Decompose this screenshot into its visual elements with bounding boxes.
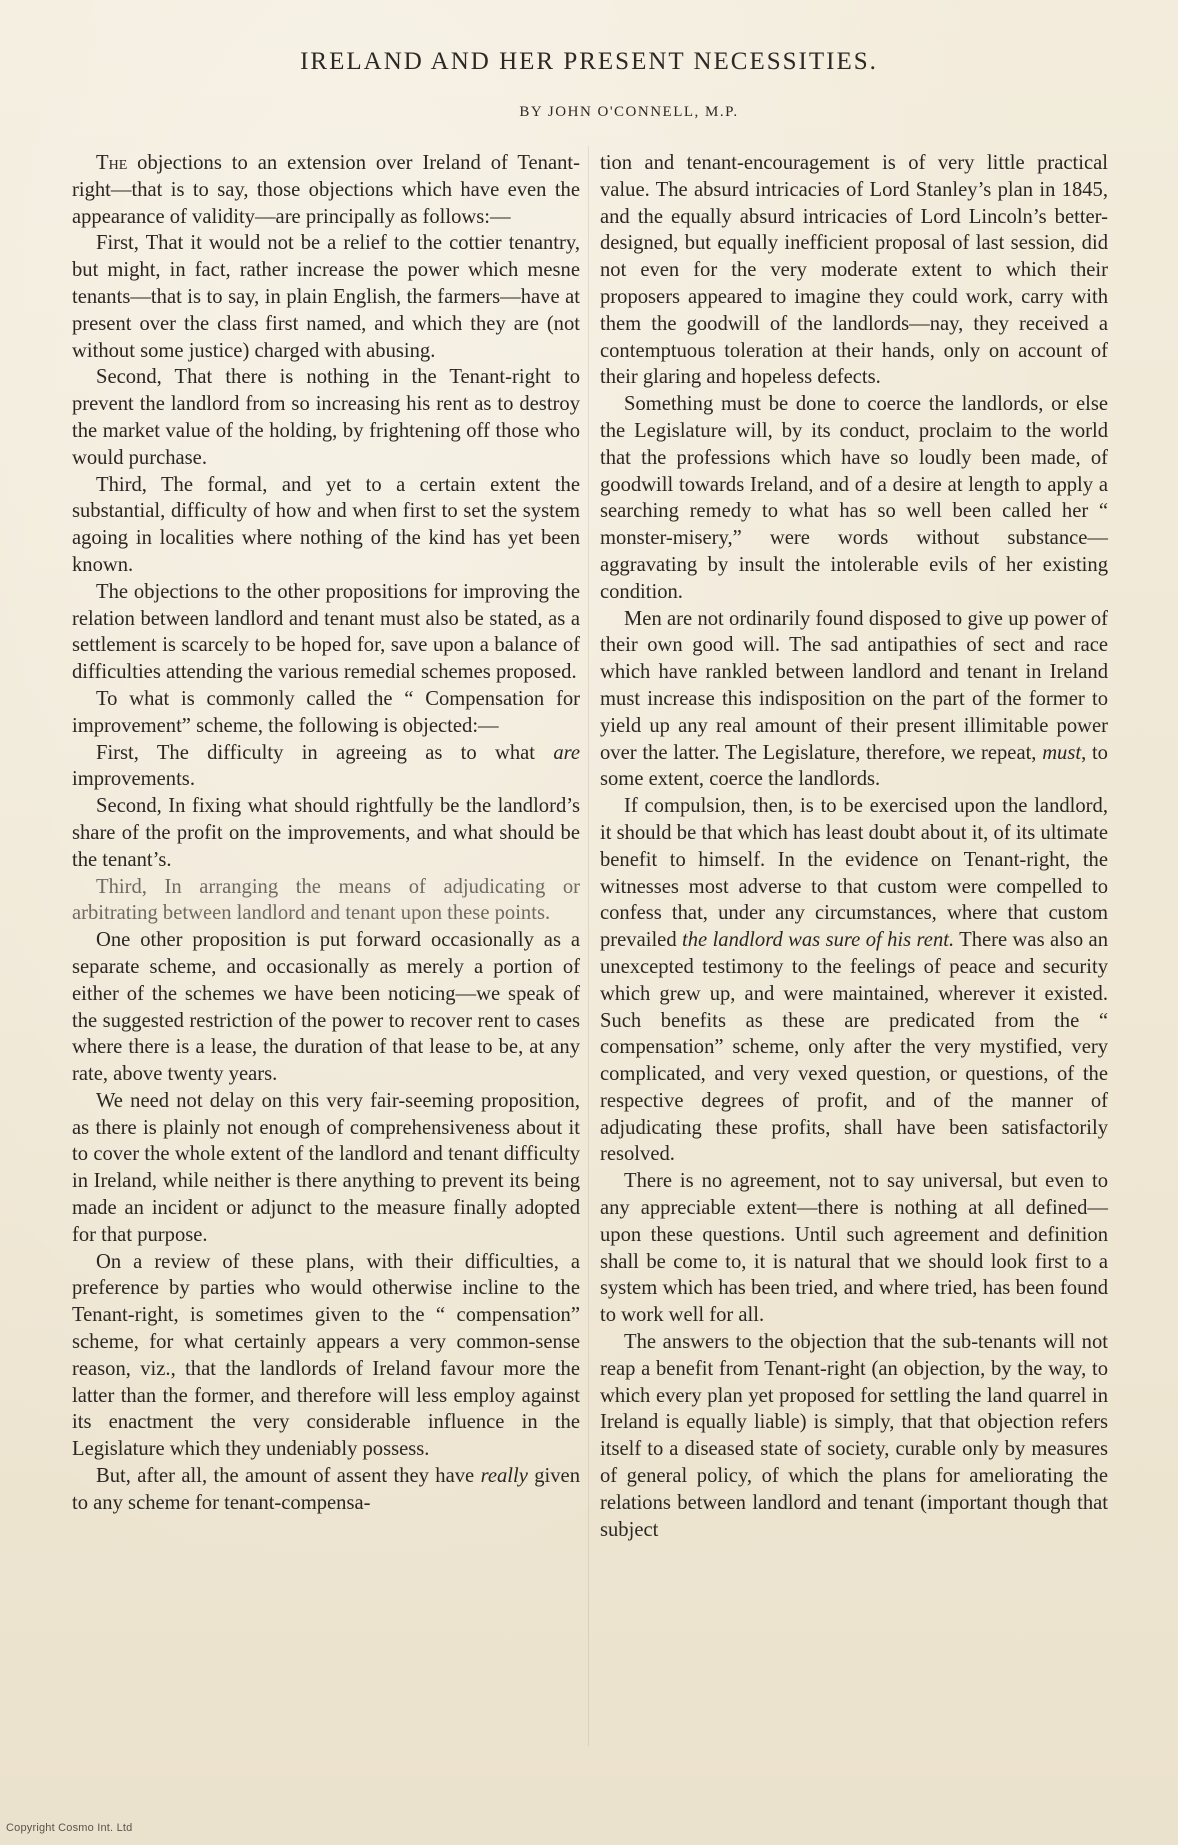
left-column (72, 150, 580, 1517)
paragraph: To what is commonly called the “ Compensation for improvement” scheme, the following is objected:— (72, 687, 580, 737)
paragraph: The objections to an extension over Ireland of Tenant-right—that is to say, those objections which have even the appearance of validity—are principally as follows:— (72, 152, 580, 228)
paragraph: Something must be done to coerce the landlords, or else the Legislature will, by its conduct, proclaim to the world that the professions which have so loudly been made, of goodwill towards Ireland, and of a desire at length to apply a searching remedy to what has so well been called her “ monster-misery,” were words without substance—aggravating by insult the intolerable evils of her existing condition. (600, 393, 1108, 603)
lead-word: The (96, 152, 128, 174)
paragraph: There is no agreement, not to say universal, but even to any appreciable extent—there is nothing at all defined—upon these questions. Until such agreement and definition shall be come to, it is natural that we should look first to a system which has been tried, and where tried, has been found to work well for all. (600, 1170, 1108, 1327)
paragraph: First, That it would not be a relief to the cottier tenantry, but might, in fact, rather increase the power which mesne tenants—that is to say, in plain English, the farmers—have at present over the class first named, and which they are (not without some justice) charged with abusing. (72, 232, 580, 362)
paragraph: The answers to the objection that the sub-tenants will not reap a benefit from Tenant-right (an objection, by the way, to which every plan yet proposed for settling the land quarrel in Ireland is equally liable) is simply, that that objection refers itself to a diseased state of society, curable only by measures of general policy, of which the plans for ameliorating the relations between landlord and tenant (important though that subject (600, 1331, 1108, 1541)
article-byline: BY JOHN O'CONNELL, M.P. (519, 104, 739, 120)
column-divider (588, 146, 589, 1746)
paragraph: If compulsion, then, is to be exercised upon the landlord, it should be that which has least doubt about it, of its ultimate benefit to himself. In the evidence on Tenant-right, the witnesses most adverse to that custom were compelled to confess that, under any circumstances, where that custom prevailed the landlord was sure of his rent. There was also an unexcepted testimony to the feelings of peace and security which grew up, and were maintained, wherever it existed. Such benefits as these are predicated from the “ compensation” scheme, only after the very mystified, very complicated, and very vexed question, or questions, of the respective degrees of profit, and of the manner of adjudicating these profits, shall have been satisfactorily resolved. (600, 795, 1108, 1166)
copyright-notice: Copyright Cosmo Int. Ltd (6, 1822, 133, 1834)
paragraph: First, The difficulty in agreeing as to what are improvements. (72, 741, 580, 791)
paragraph: One other proposition is put forward occasionally as a separate scheme, and occasionally as merely a portion of either of the schemes we have been noticing—we speak of the suggested restriction of the power to recover rent to cases where there is a lease, the duration of that lease to be, at any rate, above twenty years. (72, 929, 580, 1086)
paragraph: The objections to the other propositions for improving the relation between landlord and tenant must also be stated, as a settlement is scarcely to be hoped for, save upon a balance of difficulties attending the various remedial schemes proposed. (72, 580, 580, 684)
right-column (600, 150, 1108, 1543)
paragraph: Third, In arranging the means of adjudicating or arbitrating between landlord and tenant upon these points. (72, 875, 580, 925)
paragraph: Men are not ordinarily found disposed to give up power of their own good will. The sad antipathies of sect and race which have rankled between landlord and tenant in Ireland must increase this indisposition on the part of the former to yield up any real amount of their present illimitable power over the latter. The Legislature, therefore, we repeat, must, to some extent, coerce the landlords. (600, 607, 1108, 791)
paragraph: But, after all, the amount of assent they have really given to any scheme for tenant-compensa- (72, 1465, 580, 1514)
paragraph: On a review of these plans, with their difficulties, a preference by parties who would otherwise incline to the Tenant-right, is sometimes given to the “ compensation” scheme, for what certainly appears a very common-sense reason, viz., that the landlords of Ireland favour more the latter than the former, and therefore will less employ against its enactment the very considerable influence in the Legislature which they undeniably possess. (72, 1250, 580, 1461)
paragraph: Second, That there is nothing in the Tenant-right to prevent the landlord from so increasing his rent as to destroy the market value of the holding, by frightening off those who would purchase. (72, 366, 580, 469)
paragraph: tion and tenant-encouragement is of very little practical value. The absurd intricacies of Lord Stanley’s plan in 1845, and the equally absurd intricacies of Lord Lincoln’s better-designed, but equally inefficient proposal of last session, did not even for the very moderate extent to which their proposers appeared to imagine they could work, carry with them the goodwill of the landlords—nay, they received a contemptuous toleration at their hands, only on account of their glaring and hopeless defects. (600, 152, 1108, 389)
paragraph: Third, The formal, and yet to a certain extent the substantial, difficulty of how and when first to set the system agoing in localities where nothing of the kind has yet been known. (72, 473, 580, 576)
paragraph: Second, In fixing what should rightfully be the landlord’s share of the profit on the improvements, and what should be the tenant’s. (72, 795, 580, 871)
article-title: IRELAND AND HER PRESENT NECESSITIES. (300, 48, 878, 75)
paragraph: We need not delay on this very fair-seeming proposition, as there is plainly not enough of comprehensiveness about it to cover the whole extent of the landlord and tenant difficulty in Ireland, while neither is there anything to prevent its being made an incident or adjunct to the measure finally adopted for that purpose. (72, 1089, 580, 1246)
